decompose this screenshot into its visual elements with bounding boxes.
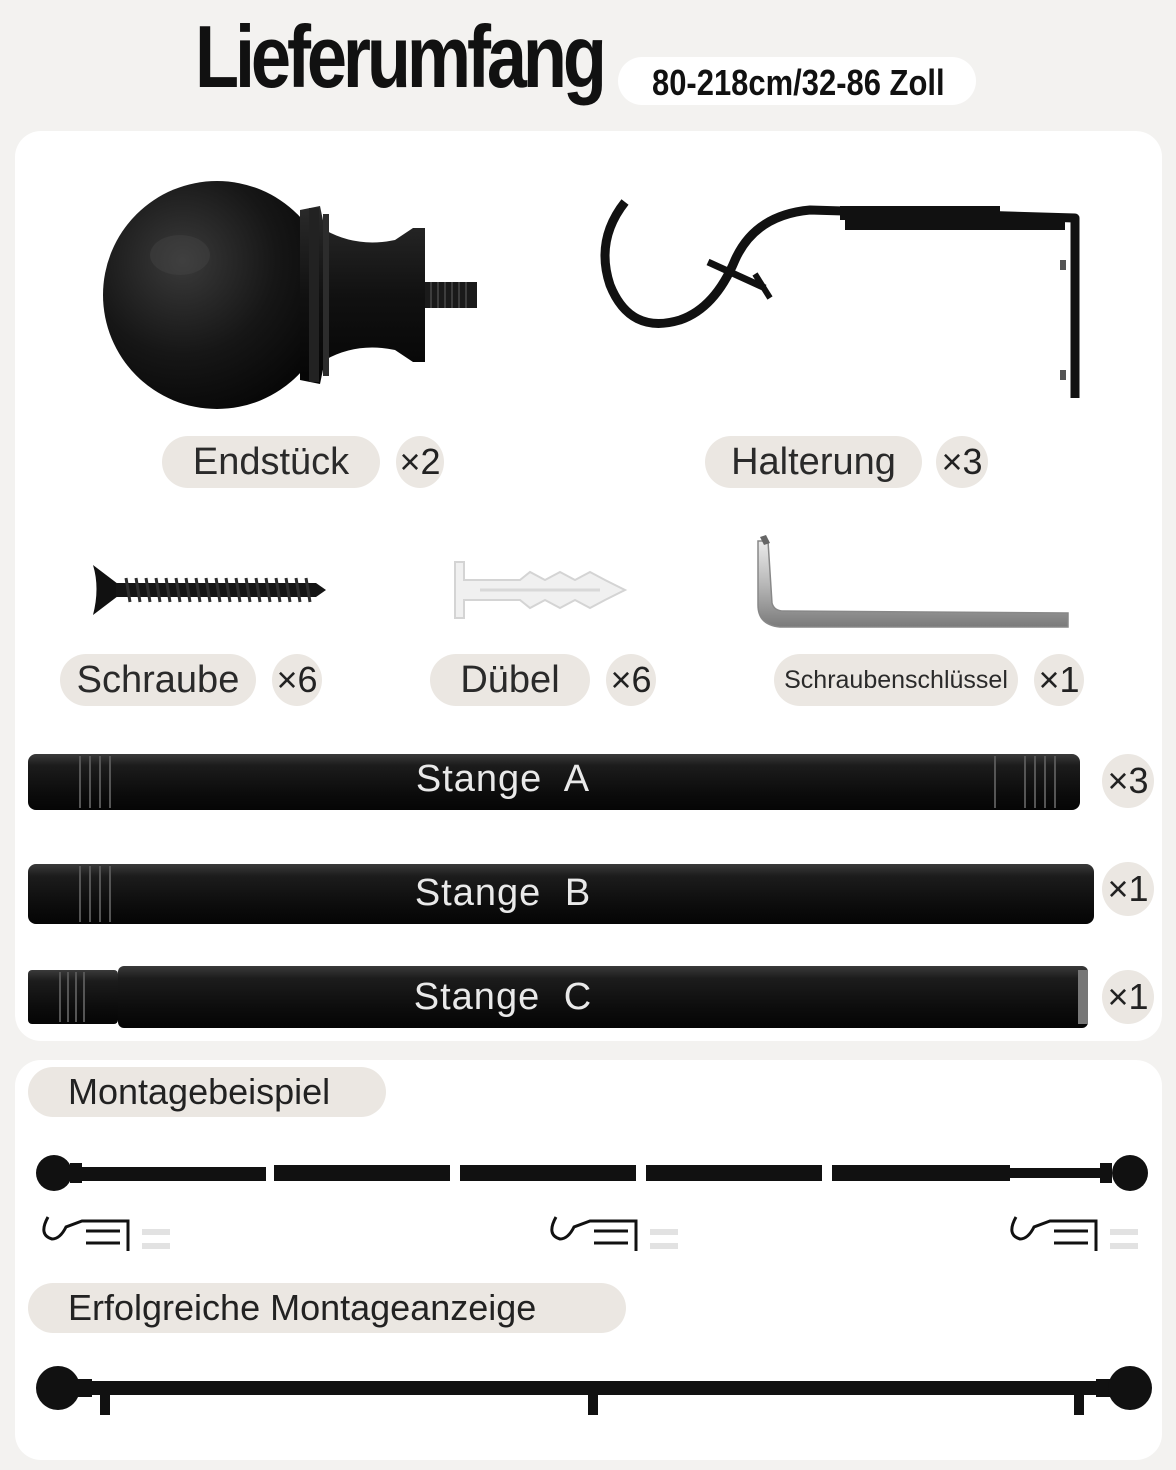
rod-c-qty: ×1 [1102,970,1154,1024]
wrench-qty: ×1 [1034,654,1084,706]
page-title: Lieferumfang [195,7,603,106]
bracket-image [590,190,1090,405]
bracket-qty: ×3 [936,436,988,488]
size-range-badge [618,57,976,105]
rod-a-qty: ×3 [1102,754,1154,808]
rod-b-label: Stange B [414,872,592,914]
anchor-qty: ×6 [606,654,656,706]
finial-label: Endstück [162,436,380,488]
success-indicator-heading: Erfolgreiche Montageanzeige [28,1283,626,1333]
finial-qty: ×2 [396,436,444,488]
mounting-example-heading: Montagebeispiel [28,1067,386,1117]
rod-b-qty: ×1 [1102,862,1154,916]
screw-qty: ×6 [272,654,322,706]
rod-a-label: Stange A [415,758,591,800]
size-range-text: 80-218cm/32-86 Zoll [652,62,945,103]
mounting-example-diagram [20,1145,1160,1265]
anchor-image [450,558,630,622]
screw-image [88,560,328,620]
rod-c-label: Stange C [413,976,593,1018]
bracket-label: Halterung [705,436,922,488]
assembled-rod-image [20,1355,1160,1425]
anchor-label: Dübel [430,654,590,706]
finial-image [95,170,495,420]
wrench-label: Schraubenschlüssel [774,654,1018,706]
screw-label: Schraube [60,654,256,706]
wrench-image [750,535,1080,635]
